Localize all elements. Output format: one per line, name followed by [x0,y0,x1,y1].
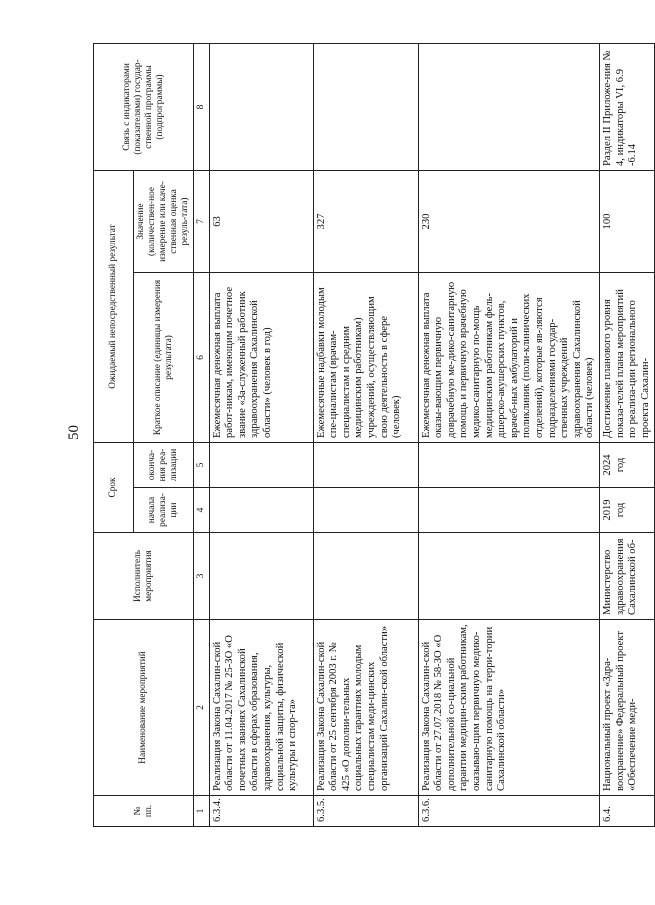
header-value: Значение (количествен-ное измерение или каче-ственная оценка резуль-тата) [134,170,194,272]
row-executor [313,533,418,620]
row-value: 230 [418,170,599,272]
row-link [313,43,418,170]
header-desc: Краткое описание (единицы измерения результата) [134,272,194,442]
column-number: 5 [194,442,210,487]
row-desc: Достижение планового уровня показа-телей плана мероприятий по реализа-ции регионального проекта Сахалин- [599,272,654,442]
row-num: 6.3.5. [313,796,418,827]
column-number-row [194,43,210,826]
row-name: Реализация Закона Сахалин-ской области от 27.07.2018 № 58-ЗО «О дополнительной со-циальной гарантии медицин-ским работникам, оказываю-щим первичную медико-санитарную помощь на терри-тории Сахалинской области» [418,620,599,796]
row-name: Реализация Закона Сахалин-ской области от 11.04.2017 № 25-ЗО «О почетных званиях Сахалинской области в сферах образования, здравоохранения, культуры, социальной защиты, физической культуры и спор-та» [209,620,313,796]
row-link: Раздел II Приложе-ния № 4, индикаторы VI, 6.9 -6.14 [599,43,654,170]
row-name: Национальный проект «Здра-воохранение» Федеральный проект «Обеспечение меди- [599,620,654,796]
row-num: 6.4. [599,796,654,827]
row-num: 6.3.4. [209,796,313,827]
header-num: № пп. [94,796,194,827]
row-link [209,43,313,170]
header-link: Связь с индикаторами (показателями) государ-ственной программы (подпрограммы) [94,43,194,170]
page-number: 50 [66,425,82,440]
row-executor: Министерство здравоохранения Сахалинской об- [599,533,654,620]
row-desc: Ежемесячная денежная выплата работ-никам, имеющим почетное звание «За-служенный работник здравоохранения Сахалинской области» (человек в год) [209,272,313,442]
table-row [599,43,654,826]
header-result: Ожидаемый непосредственный результат [94,170,134,442]
header-period: Срок [94,442,134,532]
column-number: 2 [194,620,210,796]
row-start: 2019 год [599,488,654,533]
column-number: 7 [194,170,210,272]
row-end [418,442,599,487]
row-value: 327 [313,170,418,272]
row-start [418,488,599,533]
row-start [209,488,313,533]
header-start: начала реализа-ции [134,488,194,533]
column-number: 1 [194,796,210,827]
header-name: Наименование мероприятий [94,620,194,796]
row-executor [418,533,599,620]
row-end [313,442,418,487]
row-name: Реализация Закона Сахалин-ской области от 25 сентября 2003 г. № 425 «О дополни-тельных социальных гарантиях молодым специалистам меди-цинских организаций Сахалин-ской области» [313,620,418,796]
column-number: 3 [194,533,210,620]
table-row [313,43,418,826]
row-end: 2024 год [599,442,654,487]
column-number: 4 [194,488,210,533]
row-value: 100 [599,170,654,272]
row-start [313,488,418,533]
measures-table [93,43,655,827]
header-end: оконча-ния реа-лизации [134,442,194,487]
row-value: 63 [209,170,313,272]
column-number: 6 [194,272,210,442]
row-end [209,442,313,487]
header-executor: Исполнитель мероприятия [94,533,194,620]
row-executor [209,533,313,620]
row-desc: Ежемесячная денежная выплата оказы-вающим первичную доврачебную ме-дико-санитарную помощь и первичную врачебную медико-санитарную по-мощь медицинским работникам фель-дшерско-акушерских пунктов, врачеб-ных амбулаторий и поликлиник (поли-клинических отделений), которые яв-ляются подразделениями государ-ственных учреждений здравоохранения Сахалинской области (человек) [418,272,599,442]
row-num: 6.3.6. [418,796,599,827]
column-number: 8 [194,43,210,170]
table-row [209,43,313,826]
row-link [418,43,599,170]
table-row [418,43,599,826]
row-desc: Ежемесячные надбавки молодым спе-циалистам (врачам-специалистам и средним медицинским работникам) учреждений, осуществляющим свою деятельность в сфере (человек) [313,272,418,442]
